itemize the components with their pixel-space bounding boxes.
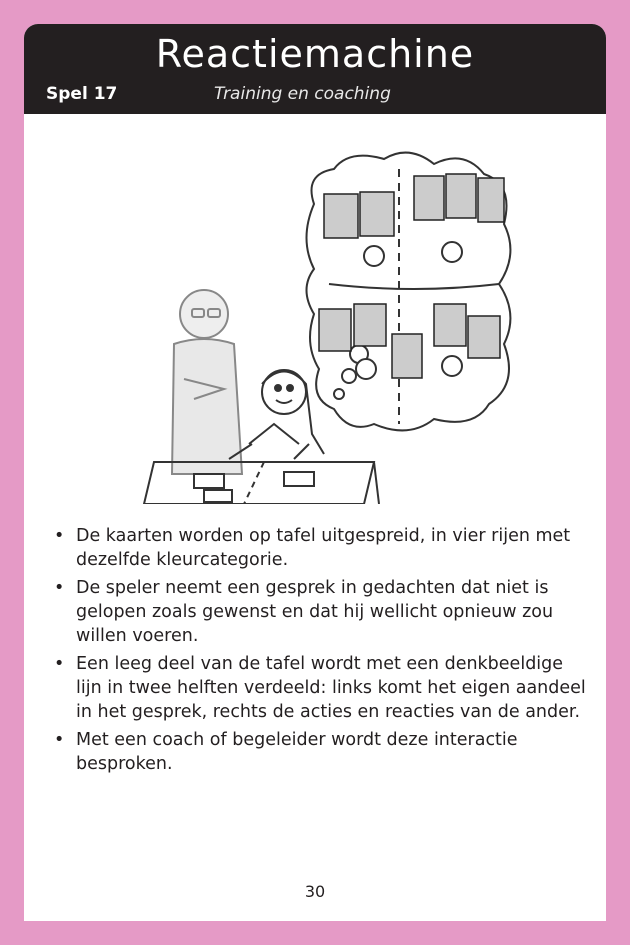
- card-header: [24, 24, 606, 114]
- coach-figure: [172, 290, 242, 474]
- list-item: • Een leeg deel van de tafel wordt met een denkbeeldige lijn in twee helften verdeeld: links komt het eigen aandeel in het gesprek, rechts de acties en reacties van de ander.: [54, 654, 586, 722]
- player-figure: [229, 370, 324, 459]
- game-number: Spel 17: [46, 84, 118, 104]
- instructions-list: [54, 524, 594, 780]
- list-item-text: De speler neemt een gesprek in gedachten dat niet is gelopen zoals gewenst en dat hij wellicht opnieuw zou willen voeren.: [76, 578, 554, 646]
- list-item: • De kaarten worden op tafel uitgespreid, in vier rijen met dezelfde kleurcategorie.: [54, 526, 571, 570]
- list-item: • De speler neemt een gesprek in gedachten dat niet is gelopen zoals gewenst en dat hij wellicht opnieuw zou willen voeren.: [54, 578, 554, 646]
- portrait-cards: [319, 174, 504, 378]
- list-item-text: Een leeg deel van de tafel wordt met een denkbeeldige lijn in twee helften verdeeld: links komt het eigen aandeel in het gesprek, rechts de acties en reacties van de ander.: [76, 654, 586, 722]
- list-item-text: De kaarten worden op tafel uitgespreid, in vier rijen met dezelfde kleurcategorie.: [76, 526, 571, 570]
- page-number: 30: [304, 882, 326, 901]
- game-card: [24, 24, 606, 921]
- card-subtitle: Training en coaching: [214, 84, 391, 104]
- list-item: • Met een coach of begeleider wordt deze interactie besproken.: [54, 730, 518, 774]
- card-title: Reactiemachine: [155, 32, 475, 76]
- list-item-text: Met een coach of begeleider wordt deze interactie besproken.: [76, 730, 518, 774]
- cartoon-illustration: [134, 144, 514, 504]
